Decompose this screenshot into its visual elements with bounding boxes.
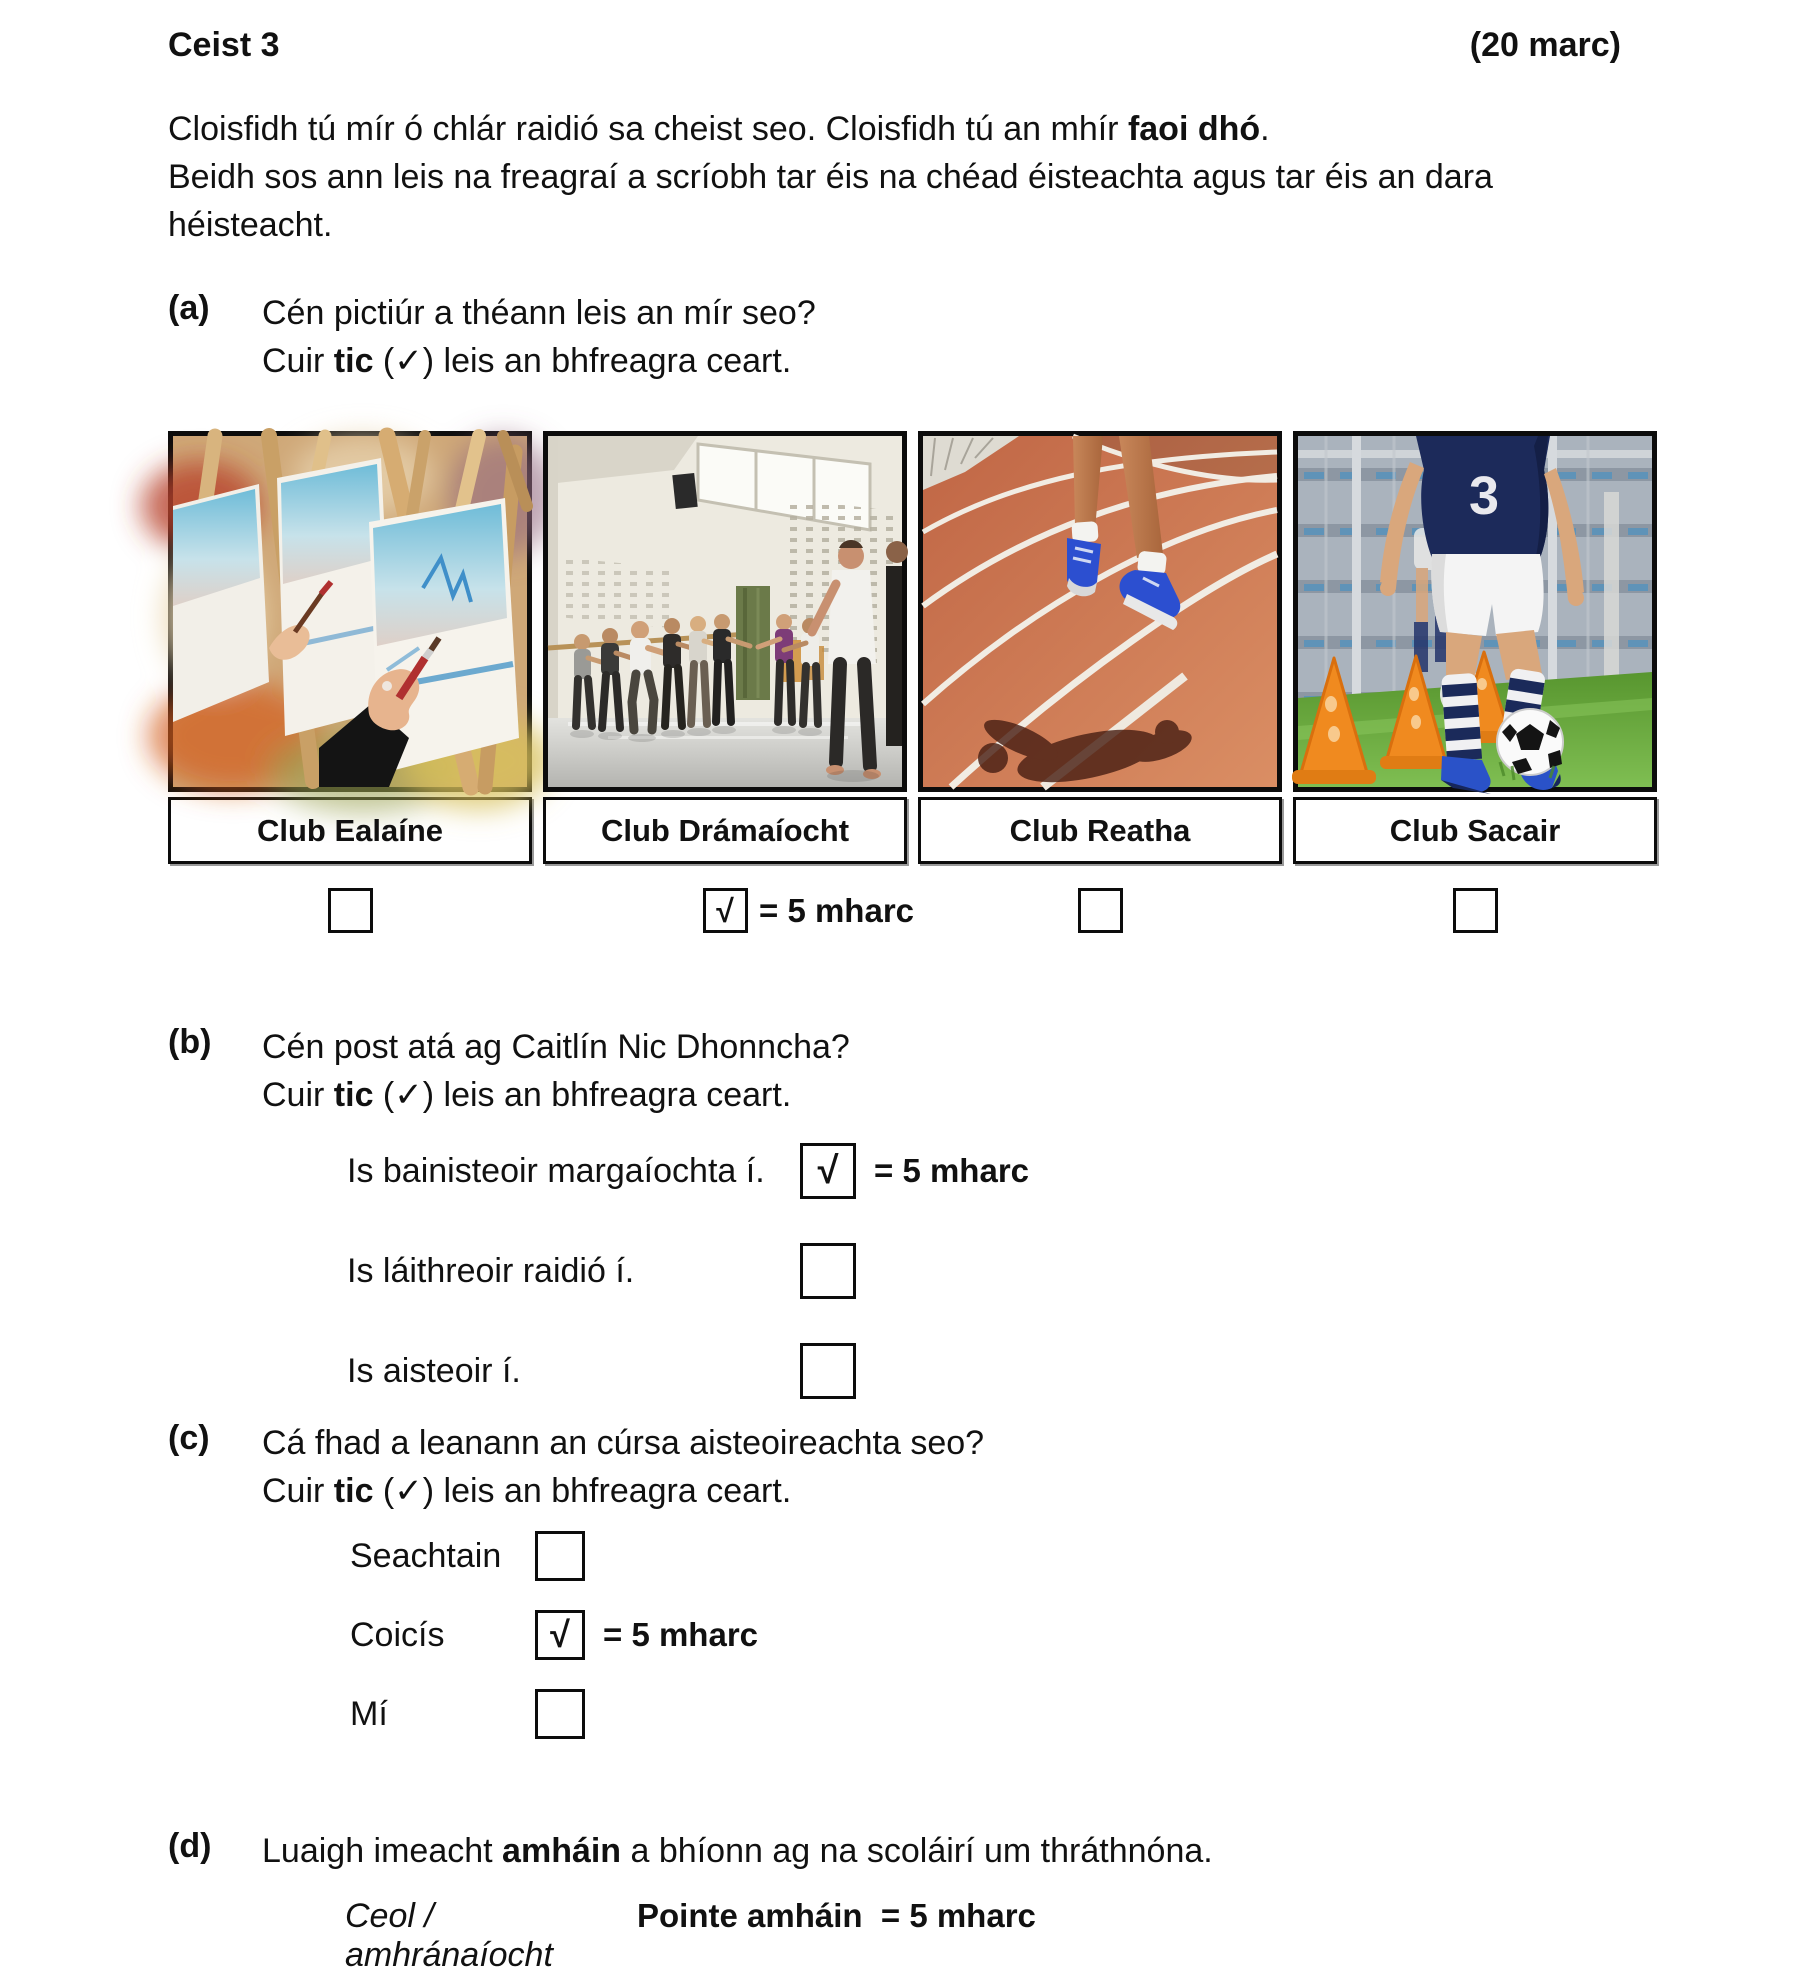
section-c-label: (c) [168, 1419, 210, 1457]
option-row-aisteoir [347, 1343, 1657, 1399]
checkbox-club-reatha[interactable] [1078, 888, 1123, 933]
option-label-laithreoir: Is láithreoir raidió í. [347, 1251, 635, 1290]
section-b [168, 1023, 1657, 1119]
option-label-aisteoir: Is aisteoir í. [347, 1351, 521, 1390]
intro-line-2: Beidh sos ann leis na freagraí a scríobh tar éis na chéad éisteachta agus tar éis an dara héisteacht. [168, 158, 1493, 244]
tick-cell-club-dramaiocht [543, 888, 915, 933]
option-row-mi [350, 1689, 1657, 1739]
section-d-question: Luaigh imeacht amháin a bhíonn ag na scoláirí um thráthnóna. [262, 1832, 1213, 1870]
question-number: Ceist 3 [168, 26, 280, 64]
picture-options [168, 431, 1657, 864]
section-d-label: (d) [168, 1827, 212, 1865]
sample-answer: Ceol / amhránaíocht [345, 1897, 553, 1974]
section-a-instruction: Cuir tic (✓) leis an bhfreagra ceart. [262, 342, 792, 380]
option-label-mi: Mí [350, 1694, 388, 1733]
running-club-image [918, 431, 1282, 792]
section-b-options [347, 1143, 1657, 1399]
checkbox-coicis[interactable]: √ [535, 1610, 585, 1660]
page-header [168, 0, 1657, 65]
option-label-bainisteoir: Is bainisteoir margaíochta í. [347, 1151, 765, 1190]
jersey-number: 3 [1468, 466, 1500, 526]
section-a-label: (a) [168, 289, 210, 327]
option-row-coicis [350, 1610, 1657, 1660]
art-club-image [168, 431, 532, 792]
checkbox-seachtain[interactable] [535, 1531, 585, 1581]
section-c [168, 1419, 1657, 1515]
option-label-seachtain: Seachtain [350, 1536, 502, 1575]
option-figure-club-reatha [918, 431, 1282, 864]
marks-note-b: = 5 mharc [874, 1152, 1030, 1189]
caption-club-reatha: Club Reatha [918, 797, 1282, 864]
option-figure-club-dramaiocht [543, 431, 907, 864]
intro-paragraph [168, 105, 1657, 249]
tick-cell-club-reatha [918, 888, 1282, 933]
section-b-question: Cén post atá ag Caitlín Nic Dhonncha? [262, 1028, 850, 1066]
checkbox-laithreoir[interactable] [800, 1243, 856, 1299]
tick-cell-club-ealaine [168, 888, 532, 933]
soccer-club-image [1293, 431, 1657, 792]
caption-club-sacair: Club Sacair [1293, 797, 1657, 864]
caption-club-dramaiocht: Club Drámaíocht [543, 797, 907, 864]
option-label-coicis: Coicís [350, 1615, 445, 1654]
checkbox-mi[interactable] [535, 1689, 585, 1739]
section-c-question: Cá fhad a leanann an cúrsa aisteoireachta seo? [262, 1424, 985, 1462]
section-b-instruction: Cuir tic (✓) leis an bhfreagra ceart. [262, 1076, 792, 1114]
checkbox-bainisteoir[interactable]: √ [800, 1143, 856, 1199]
section-d-answer-row [345, 1897, 1657, 1975]
picture-tick-row [168, 888, 1657, 933]
checkbox-aisteoir[interactable] [800, 1343, 856, 1399]
section-c-instruction: Cuir tic (✓) leis an bhfreagra ceart. [262, 1472, 792, 1510]
option-figure-club-ealaine [168, 431, 532, 864]
drama-club-image [543, 431, 907, 792]
section-c-options [350, 1531, 1657, 1739]
total-marks: (20 marc) [1469, 26, 1621, 64]
tick-cell-club-sacair [1293, 888, 1657, 933]
points-note-d: Pointe amháin = 5 mharc [637, 1897, 1036, 1934]
option-row-laithreoir [347, 1243, 1657, 1299]
section-d [168, 1827, 1657, 1875]
caption-club-ealaine: Club Ealaíne [168, 797, 532, 864]
checkbox-club-sacair[interactable] [1453, 888, 1498, 933]
section-b-label: (b) [168, 1023, 212, 1061]
section-a-question: Cén pictiúr a théann leis an mír seo? [262, 294, 816, 332]
intro-line-1: Cloisfidh tú mír ó chlár raidió sa cheist seo. Cloisfidh tú an mhír faoi dhó. [168, 110, 1270, 148]
option-row-bainisteoir [347, 1143, 1657, 1199]
checkbox-club-dramaiocht[interactable]: √ [703, 888, 748, 933]
option-figure-club-sacair [1293, 431, 1657, 864]
marks-note-a: = 5 mharc [759, 891, 915, 929]
option-row-seachtain [350, 1531, 1657, 1581]
checkbox-club-ealaine[interactable] [328, 888, 373, 933]
marks-note-c: = 5 mharc [603, 1616, 759, 1653]
section-a [168, 289, 1657, 385]
